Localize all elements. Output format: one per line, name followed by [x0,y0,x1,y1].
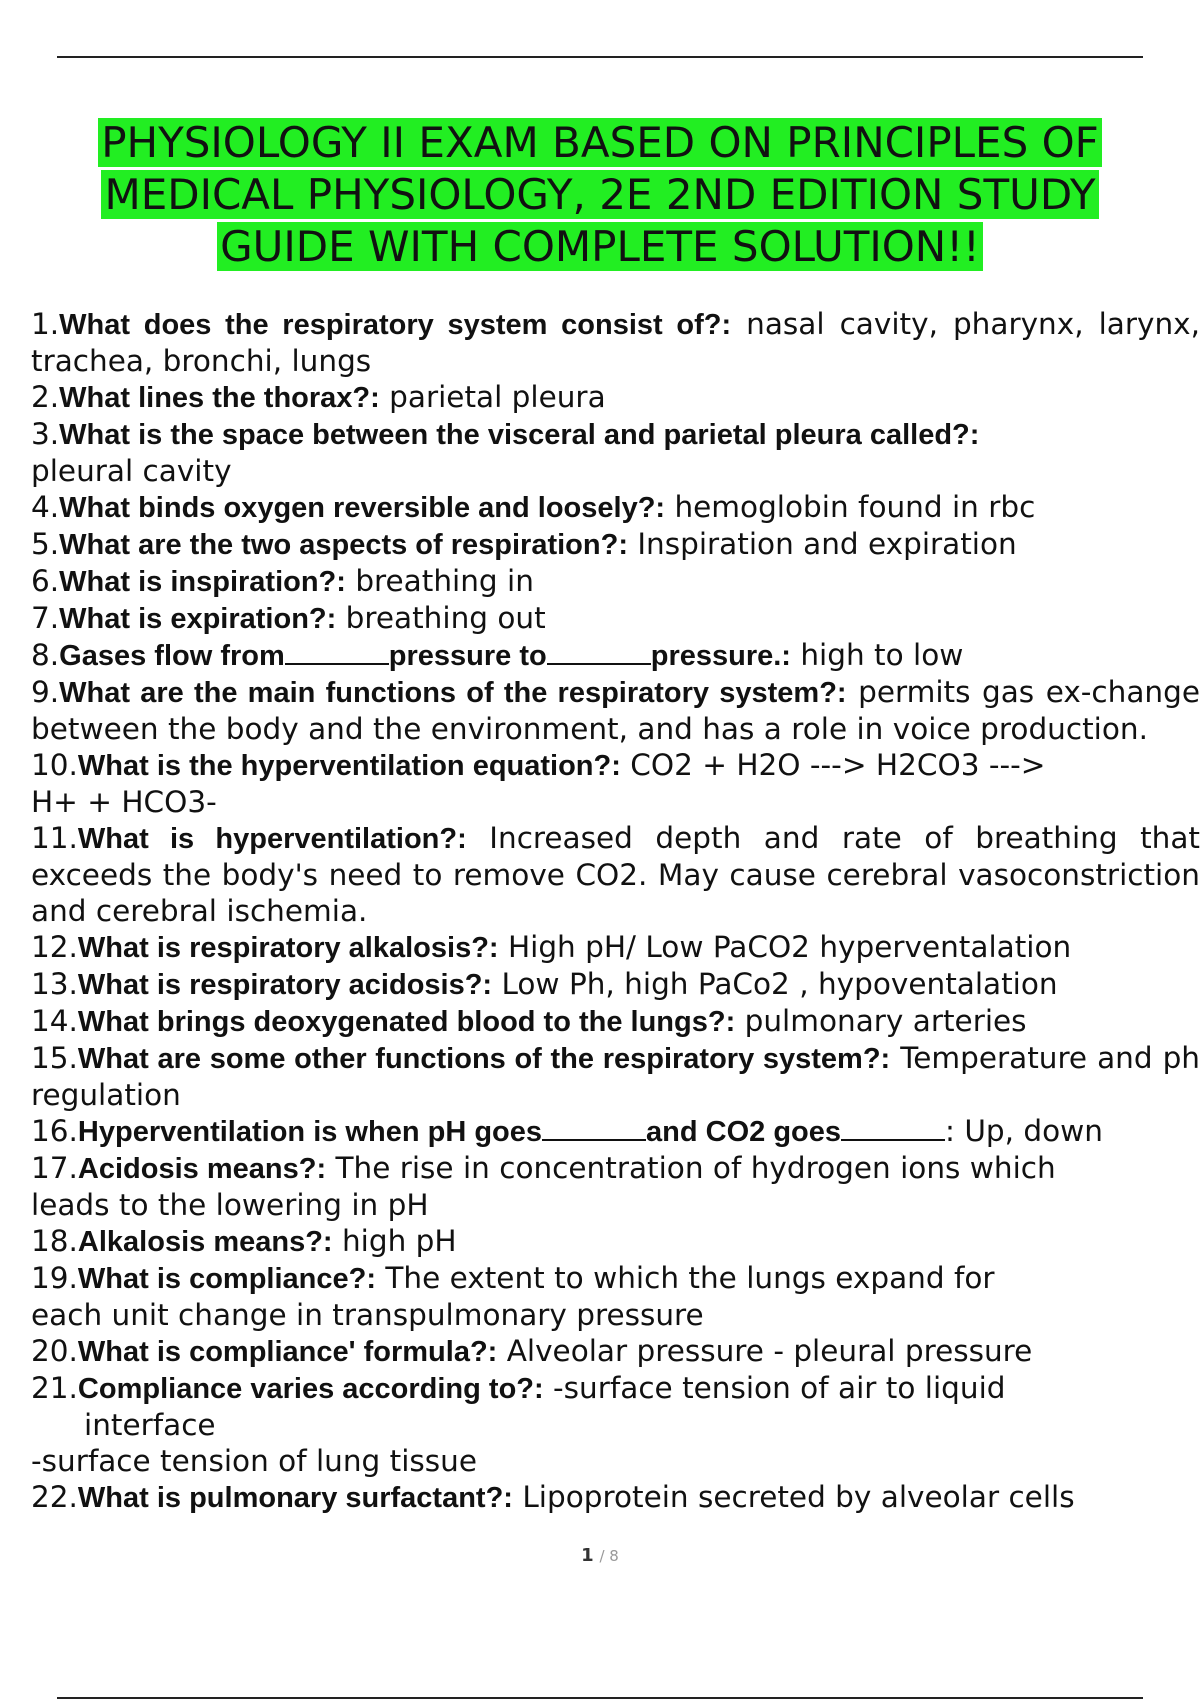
page-indicator [0,1545,1200,1566]
list-item: 9.What are the main functions of the respiratory system?: permits gas ex-change between the body and the environment, and has a role in voice production. [31,675,1200,746]
page-number: 1 [581,1545,594,1566]
list-item: 11.What is hyperventilation?: Increased depth and rate of breathing that exceeds the body's need to remove CO2. May cause cerebral vasoconstriction and cerebral ischemia. [31,821,1200,928]
list-item: 10.What is the hyperventilation equation?: CO2 + H2O ---> H2CO3 ---> H+ + HCO3- [31,748,1046,819]
title-line-1: PHYSIOLOGY II EXAM BASED ON PRINCIPLES OF [98,118,1102,167]
list-item: 21.Compliance varies according to?: -surface tension of air to liquid interface -surface tension of lung tissue [31,1371,1006,1478]
list-item: 2.What lines the thorax?: parietal pleura [31,380,606,414]
list-item: 7.What is expiration?: breathing out [31,601,546,635]
qa-list [31,306,1200,1516]
list-item: 1.What does the respiratory system consist of?: nasal cavity, pharynx, larynx, trachea, bronchi, lungs [31,307,1200,378]
fill-in-blank [841,1117,945,1141]
list-item: 20.What is compliance' formula?: Alveolar pressure - pleural pressure [31,1334,1033,1368]
list-item: 15.What are some other functions of the respiratory system?: Temperature and ph regulation [31,1041,1200,1112]
title-line-2: MEDICAL PHYSIOLOGY, 2E 2ND EDITION STUDY [101,170,1098,219]
list-item: 3.What is the space between the visceral and parietal pleura called?: pleural cavity [31,417,980,488]
list-item: 16.Hyperventilation is when pH goes and CO2 goes : Up, down [31,1114,1104,1148]
list-item: 12.What is respiratory alkalosis?: High pH/ Low PaCO2 hyperventalation [31,930,1072,964]
list-item: 17.Acidosis means?: The rise in concentration of hydrogen ions which leads to the lowering in pH [31,1151,1056,1222]
title-line-3: GUIDE WITH COMPLETE SOLUTION!! [217,222,983,271]
top-rule [57,56,1143,58]
list-item: 5.What are the two aspects of respiration?: Inspiration and expiration [31,527,1017,561]
fill-in-blank [547,641,651,665]
fill-in-blank [542,1117,646,1141]
fill-in-blank [285,641,389,665]
list-item: 18.Alkalosis means?: high pH [31,1224,457,1258]
page-total: / 8 [599,1547,619,1565]
list-item: 13.What is respiratory acidosis?: Low Ph, high PaCo2 , hypoventalation [31,967,1058,1001]
bottom-rule [57,1697,1143,1699]
list-item: 8.Gases flow from pressure to pressure.: high to low [31,638,964,672]
list-item: 19.What is compliance?: The extent to which the lungs expand for each unit change in transpulmonary pressure [31,1261,995,1332]
list-item: 4.What binds oxygen reversible and loosely?: hemoglobin found in rbc [31,490,1036,524]
list-item: 6.What is inspiration?: breathing in [31,564,534,598]
document-title [0,117,1200,273]
list-item: 22.What is pulmonary surfactant?: Lipoprotein secreted by alveolar cells [31,1480,1075,1514]
list-item: 14.What brings deoxygenated blood to the lungs?: pulmonary arteries [31,1004,1027,1038]
